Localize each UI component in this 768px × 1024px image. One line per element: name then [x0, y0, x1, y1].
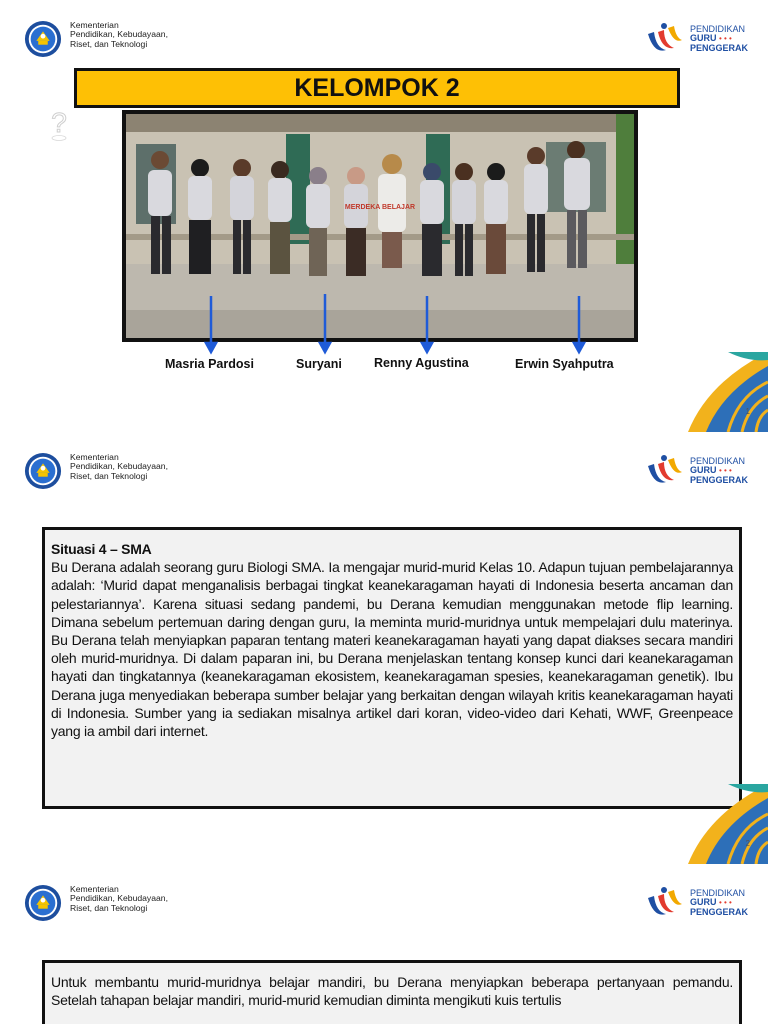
name-label-masria: Masria Pardosi	[165, 357, 254, 371]
pgp-line-1: PENDIDIKAN	[689, 887, 745, 898]
pgp-dots: • • •	[719, 898, 732, 908]
shirt-print: MERDEKA BELAJAR	[344, 204, 416, 211]
guru-penggerak-logo-icon	[644, 884, 686, 922]
pgp-dots: • • •	[719, 34, 732, 44]
pgp-line-3: PENGGERAK	[689, 474, 748, 485]
pgp-line-1: PENDIDIKAN	[689, 455, 745, 466]
pgp-line-3: PENGGERAK	[689, 42, 748, 53]
page-number: 1	[745, 407, 750, 416]
kemdikbud-line-1: Kementerian	[70, 884, 119, 894]
situation-heading: Situasi 4 – SMA	[51, 541, 152, 557]
name-label-suryani: Suryani	[296, 357, 342, 371]
kemdikbud-line-2: Pendidikan, Kebudayaan,	[70, 461, 168, 472]
guru-penggerak-text	[690, 889, 748, 918]
kemdikbud-line-3: Riset, dan Teknologi	[70, 902, 148, 913]
situation-text-box	[42, 527, 742, 809]
guru-penggerak-header	[644, 884, 748, 922]
kemdikbud-text	[70, 885, 168, 913]
name-label-erwin: Erwin Syahputra	[515, 357, 614, 371]
page-number: 2	[745, 839, 750, 848]
slide-3	[0, 864, 768, 1024]
pgp-line-2: GURU	[689, 465, 717, 476]
kemdikbud-line-2: Pendidikan, Kebudayaan,	[70, 893, 168, 904]
kemdikbud-header	[24, 884, 168, 922]
kemdikbud-line-3: Riset, dan Teknologi	[70, 470, 148, 481]
guiding-questions-paragraph: Untuk membantu murid-muridnya belajar mandiri, bu Derana menyiapkan beberapa pertanyaan pemandu. Setelah tahapan belajar mandiri, murid-murid kemudian diminta mengikuti kuis tertulis	[51, 974, 733, 1009]
kemdikbud-line-2: Pendidikan, Kebudayaan,	[70, 29, 168, 40]
kemdikbud-header	[24, 452, 168, 490]
slide-title: KELOMPOK 2	[74, 68, 680, 108]
name-label-renny: Renny Agustina	[374, 356, 469, 370]
guiding-questions-text-box	[42, 960, 742, 1024]
tut-wuri-handayani-logo-icon	[24, 452, 62, 490]
pgp-line-2: GURU	[689, 33, 717, 44]
kemdikbud-line-1: Kementerian	[70, 452, 119, 462]
guru-penggerak-logo-icon	[644, 452, 686, 490]
corner-decoration-icon	[688, 352, 768, 432]
kemdikbud-text	[70, 453, 168, 481]
pgp-line-2: GURU	[689, 897, 717, 908]
corner-decoration-icon	[688, 784, 768, 864]
guru-penggerak-header	[644, 452, 748, 490]
pgp-line-3: PENGGERAK	[689, 906, 748, 917]
tut-wuri-handayani-logo-icon	[24, 884, 62, 922]
kemdikbud-line-1: Kementerian	[70, 20, 119, 30]
svg-text:?: ?	[51, 107, 67, 138]
guru-penggerak-text	[690, 457, 748, 486]
pgp-dots: • • •	[719, 466, 732, 476]
kemdikbud-line-3: Riset, dan Teknologi	[70, 38, 148, 49]
situation-paragraph: Bu Derana adalah seorang guru Biologi SMA. Ia mengajar murid-murid Kelas 10. Adapun tujuan pembelajarannya adalah: ‘Murid dapat menganalisis berbagai tingkat keanekaragaman hayati di Indonesia beserta ancaman dan pelestariannya’. Karena situasi sedang pandemi, bu Derana kemudian menggunakan metode flip learning. Dimana sebelum pertemuan daring dengan guru, Ia meminta murid-muridnya untuk mempelajari dulu materinya. Bu Derana telah menyiapkan paparan tentang materi keanekaragaman hayati yang dapat diakses secara mandiri oleh murid-muridnya. Di dalam paparan ini, bu Derana menjelaskan tentang konsep kunci dari keanekaragaman hayati dan tingkatannya (keanekaragaman ekosistem, keanekaragaman spesies, keanekaragaman genetik). Ibu Derana juga menyediakan beberapa sumber belajar yang berkaitan dengan wilayah kritis keanekaragaman hayati di Indonesia. Sumber yang ia sediakan misalnya artikel dari koran, video-video dari Kehati, WWF, Greenpeace yang ia ambil dari internet.	[51, 559, 733, 740]
slide-2	[0, 432, 768, 864]
pgp-line-1: PENDIDIKAN	[689, 23, 745, 34]
slide-1	[0, 0, 768, 432]
